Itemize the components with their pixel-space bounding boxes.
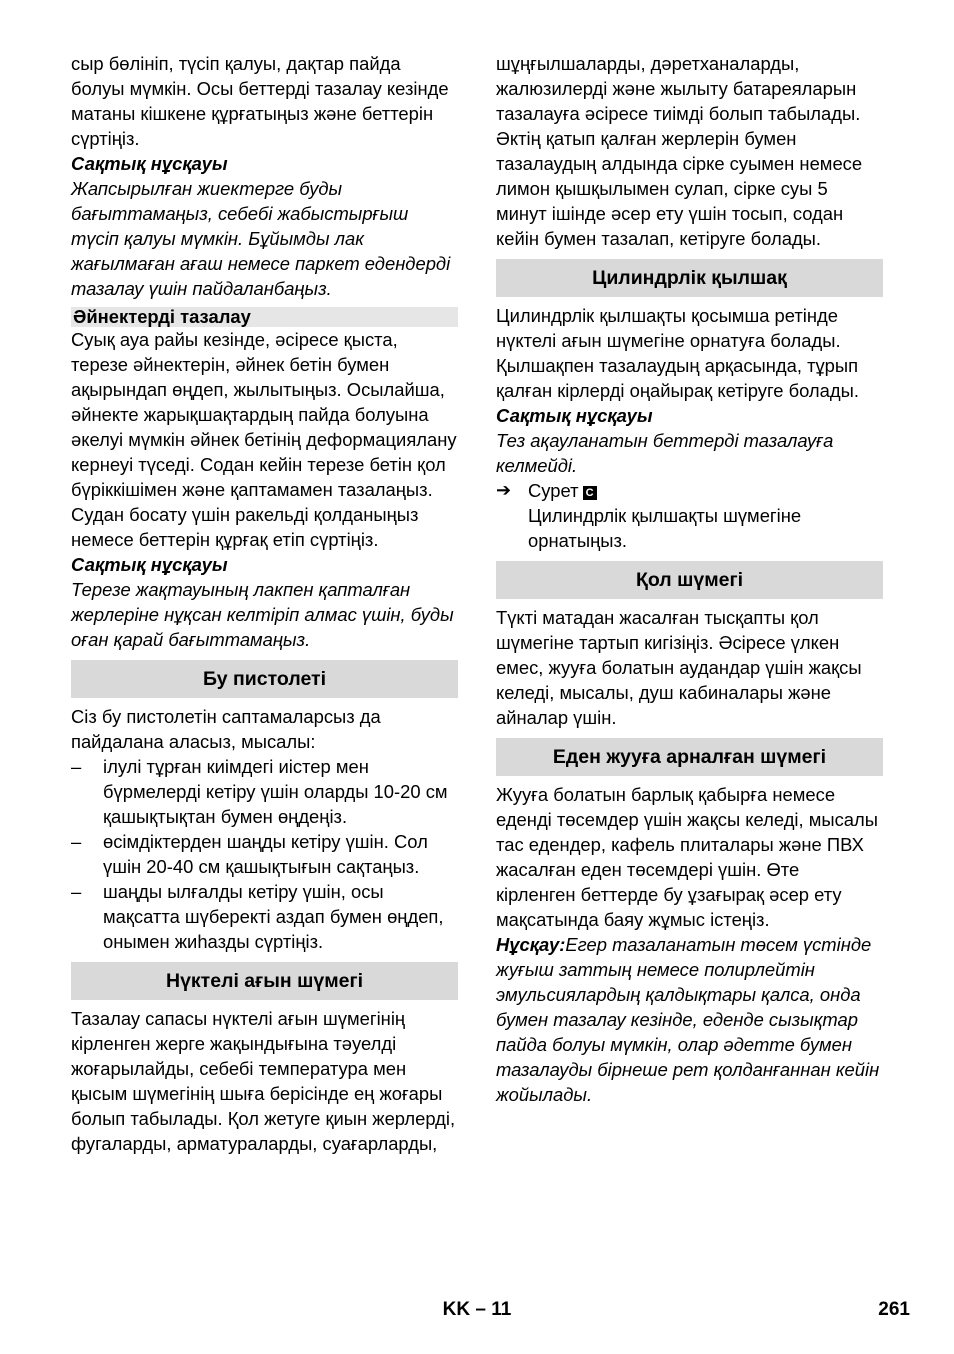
steam-gun-paragraph: Сіз бу пистолетін саптамаларсыз да пайдалана аласыз, мысалы: [71, 706, 381, 752]
figure-reference-label: Сурет C [528, 478, 597, 503]
subheading-window-cleaning: Әйнектерді тазалау [71, 307, 458, 327]
caution-title: Сақтық нұсқауы [496, 405, 653, 426]
caution-title: Сақтық нұсқауы [71, 153, 228, 174]
floor-nozzle-paragraph: Жууға болатын барлық қабырға немесе еденді төсемдер үшін жақсы келеді, мысалы тас едендер, кафель плиталары және ПВХ жасалған еден төсемдері үшін. Өте кірленген беттерде бу ұзағырақ әсер ету мақсатында баяу жұмыс істеңіз. [496, 784, 878, 930]
continued-paragraph: шұңғылшаларды, дәретханаларды, жалюзилерді және жылыту батареяларын тазалауға әсіресе тиімді болып табылады. Әктің қатып қалған жерлерін бумен тазалаудың алдында сірке суымен немесе лимон қышқылымен сулап, сірке суы 5 минут ішінде әсер ету үшін тосып, содан кейін бумен тазалап, кетіруге болады. [496, 53, 863, 249]
figure-instruction: Цилиндрлік қылшақты шүмегіне орнатыңыз. [528, 505, 802, 551]
footer-section-label: KK – 11 [442, 1299, 512, 1320]
left-column [71, 51, 458, 1156]
list-item [71, 829, 458, 879]
section-heading-floor-nozzle: Еден жууға арналған шүмегі [496, 738, 883, 776]
list-item-text: ілулі тұрған киімдегі иістер мен бүрмелерді кетіру үшін оларды 10-20 см қашықтықтан бумен өңдеңіз. [103, 756, 448, 827]
caution-text: Терезе жақтауының лакпен қапталған жерлеріне нұқсан келтіріп алмас үшін, буды оған қарай бағыттамаңыз. [71, 579, 454, 650]
page-number: 261 [878, 1299, 910, 1320]
caution-title: Сақтық нұсқауы [71, 554, 228, 575]
list-item-text: шаңды ылғалды кетіру үшін, осы мақсатта шүберекті аздап бумен өңдеп, онымен жиһазды сүртіңіз. [103, 881, 444, 952]
hint-text: Егер тазаланатын төсем үстінде жуғыш заттың немесе полирлейтін эмульсиялардың қалдықтары қалса, онда бумен тазалау кезінде, еденде сызықтар пайда болуы мүмкін, олар әдетте бумен тазалауды бірнеше рет қолданғаннан кейін жойылады. [496, 934, 880, 1105]
point-nozzle-paragraph: Тазалау сапасы нүктелі ағын шүмегінің кірленген жерге жақындығына тәуелді жоғарылайды, себебі температура мен қысым шүмегінің шыға берісінде ең жоғары болып табылады. Қол жетуге қиын жерлерді, фугаларды, арматураларды, суағарларды, [71, 1008, 456, 1154]
section-heading-point-nozzle: Нүктелі ағын шүмегі [71, 962, 458, 1000]
hint-paragraph [496, 932, 883, 1107]
dash-bullet: – [71, 881, 82, 902]
hint-label: Нұсқау: [496, 934, 566, 955]
figure-badge: C [583, 486, 597, 500]
steam-gun-list [71, 754, 458, 954]
window-cleaning-paragraph: Суық ауа райы кезінде, әсіресе қыста, терезе әйнектерін, әйнек бетін бумен ақырындап өңдеп, жылытыңыз. Осылайша, әйнекте жарықшақтардың пайда болуына әкелуі мүмкін әйнек бетінің деформациялану кернеуі түседі. Содан кейін терезе бетін қол бүріккішімен және қаптамамен тазалаңыз. Судан босату үшін ракельді қолданыңыз немесе беттерін құрғақ етіп сүртіңіз. [71, 329, 457, 550]
intro-paragraph: сыр бөлініп, түсіп қалуы, дақтар пайда болуы мүмкін. Осы беттерді тазалау кезінде матаны кішкене құрғатыңыз және беттерін сүртіңіз. [71, 53, 449, 149]
section-heading-steam-gun: Бу пистолеті [71, 660, 458, 698]
section-heading-round-brush: Цилиндрлік қылшақ [496, 259, 883, 297]
caution-text: Тез ақауланатын беттерді тазалауға келмейді. [496, 430, 834, 476]
list-item [71, 754, 458, 829]
caution-text: Жапсырылған жиектерге буды бағыттамаңыз, себебі жабыстырғыш түсіп қалуы мүмкін. Бұйымды лак жағылмаған ағаш немесе паркет едендерді тазалау үшін пайдаланбаңыз. [71, 178, 451, 299]
dash-bullet: – [71, 831, 82, 852]
dash-bullet: – [71, 756, 82, 777]
section-heading-hand-nozzle: Қол шүмегі [496, 561, 883, 599]
figure-reference [496, 478, 883, 503]
round-brush-paragraph: Цилиндрлік қылшақты қосымша ретінде нүктелі ағын шүмегіне орнатуға болады. Қылшақпен тазалаудың арқасында, тұрып қалған кірлерді оңайырақ кетіруге болады. [496, 305, 859, 401]
hand-nozzle-paragraph: Түкті матадан жасалған тысқапты қол шүмегіне тартып кигізіңіз. Әсіресе үлкен емес, жууға болатын аудандар үшін жақсы келеді, мысалы, душ кабиналары және айналар үшін. [496, 607, 862, 728]
list-item [71, 879, 458, 954]
list-item-text: өсімдіктерден шаңды кетіру үшін. Сол үшін 20-40 см қашықтығын сақтаңыз. [103, 831, 428, 877]
arrow-right-icon: ➔ [496, 480, 512, 500]
right-column [496, 51, 883, 1107]
